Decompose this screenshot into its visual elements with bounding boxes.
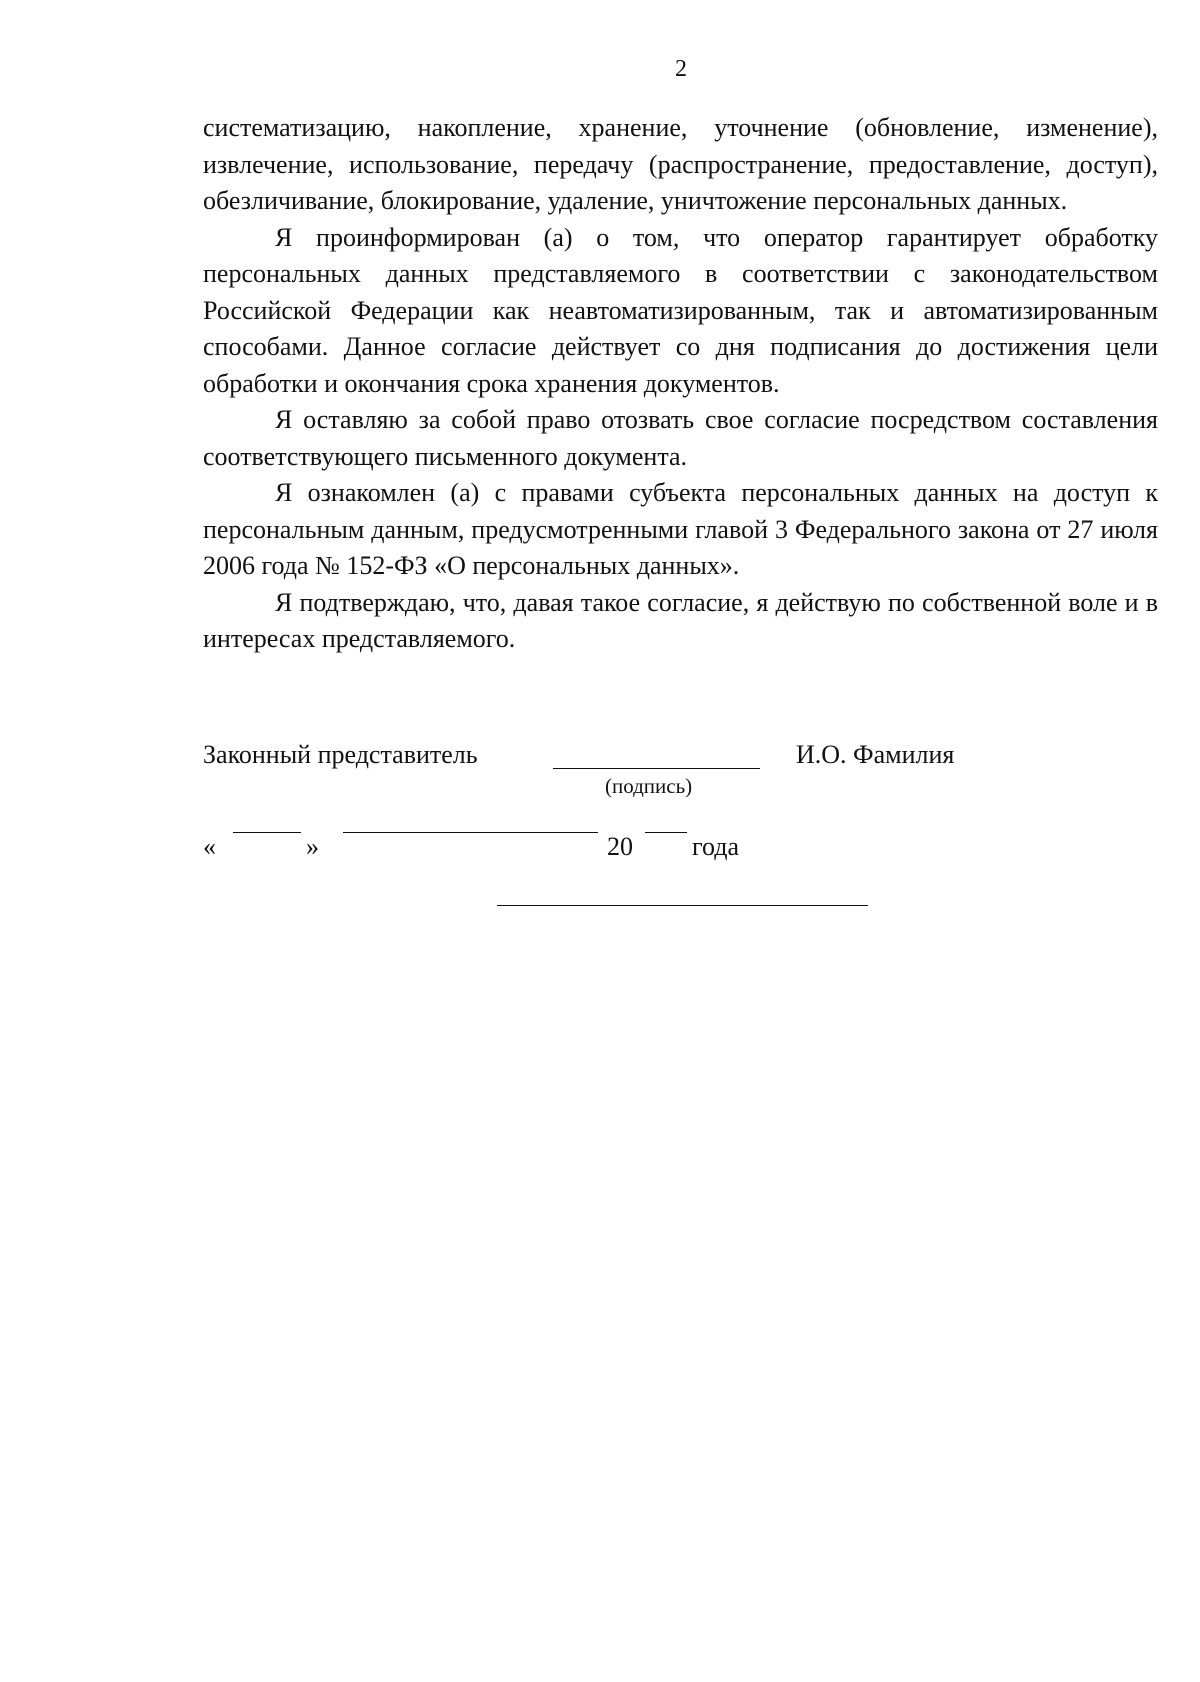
date-close-quote: » bbox=[306, 832, 319, 861]
year-blank-line[interactable] bbox=[645, 832, 687, 833]
date-open-quote: « bbox=[203, 832, 216, 861]
signatory-role: Законный представитель bbox=[203, 740, 478, 769]
paragraph-informed: Я проинформирован (а) о том, что оператор гарантирует обработку персональных данных представляемого в соответствии с законодательством Российской Федерации как неавтоматизированным, так и автоматизированным способами. Данное согласие действует со дня подписания до достижения цели обработки и окончания срока хранения документов. bbox=[203, 222, 1158, 398]
signature-caption: (подпись) bbox=[605, 774, 693, 798]
date-block bbox=[203, 832, 1158, 872]
year-word: года bbox=[692, 832, 740, 861]
paragraph-rights-acknowledged: Я ознакомлен (а) с правами субъекта персональных данных на доступ к персональным данным, предусмотренными главой 3 Федерального закона от 27 июля 2006 года № 152-ФЗ «О персональных данных». bbox=[203, 478, 1158, 580]
signature-blank-line[interactable] bbox=[553, 768, 760, 769]
paragraph-revoke-right: Я оставляю за собой право отозвать свое согласие посредством составления соответствующего письменного документа. bbox=[203, 405, 1158, 471]
paragraph-confirmation: Я подтверждаю, что, давая такое согласие, я действую по собственной воле и в интересах представляемого. bbox=[203, 587, 1158, 653]
month-blank-line[interactable] bbox=[343, 832, 598, 833]
day-blank-line[interactable] bbox=[233, 832, 301, 833]
page-number: 2 bbox=[675, 56, 687, 82]
century-prefix: 20 bbox=[607, 832, 633, 861]
signatory-name: И.О. Фамилия bbox=[796, 740, 955, 769]
consent-body bbox=[203, 110, 1158, 658]
signature-block bbox=[203, 740, 1158, 800]
closing-rule-line bbox=[497, 905, 868, 906]
paragraph-continuation: систематизацию, накопление, хранение, уточнение (обновление, изменение), извлечение, использование, передачу (распространение, предоставление, доступ), обезличивание, блокирование, удаление, уничтожение персональных данных. bbox=[203, 113, 1158, 215]
